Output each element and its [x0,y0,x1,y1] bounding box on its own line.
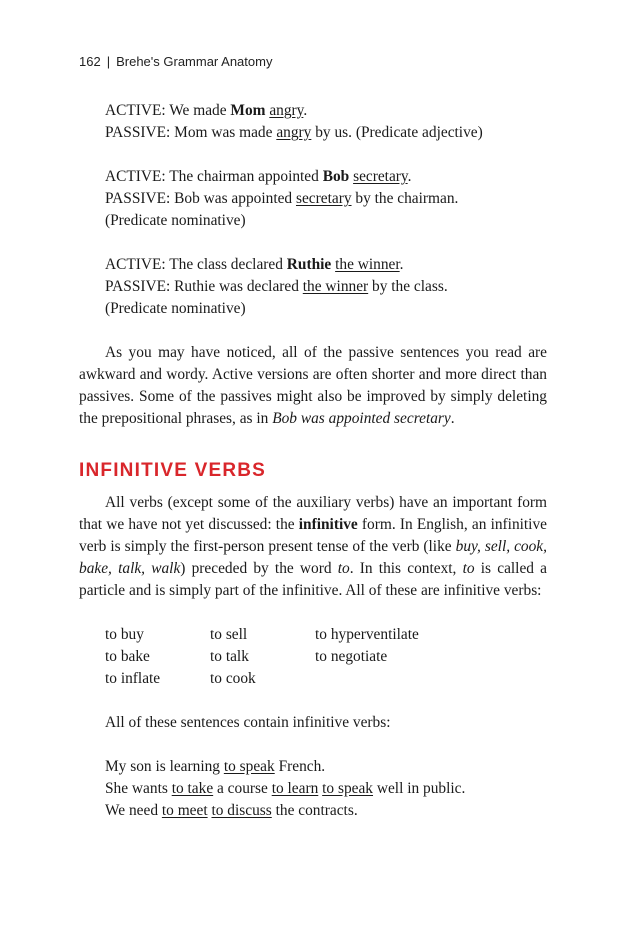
paragraph-infinitive-definition [79,492,547,602]
text: . In this context, [349,560,463,577]
text: ACTIVE: We made [105,102,231,119]
infinitive-item: to negotiate [315,648,388,665]
underlined-infinitive: to speak [322,780,374,797]
infinitive-sentences [105,756,547,822]
bold-word: Ruthie [286,256,332,273]
infinitive-item [315,668,475,690]
passive-sentence [105,188,547,210]
text: ACTIVE: The class declared [105,256,287,273]
running-header [79,54,272,69]
text: . [407,168,412,185]
bold-word: Bob [322,168,350,185]
underlined-word: the winner [335,256,400,273]
text: She wants [105,780,172,797]
text: PASSIVE: Ruthie was declared [105,278,303,295]
active-sentence [105,100,547,122]
bold-term: infinitive [298,516,358,533]
infinitive-list [105,624,547,690]
infinitive-item: to buy [105,626,144,643]
passive-sentence [105,276,547,298]
bold-word: Mom [230,102,266,119]
active-sentence [105,254,547,276]
sentence [105,800,547,822]
example-note: (Predicate nominative) [105,300,246,317]
book-title: Brehe's Grammar Anatomy [116,54,273,69]
underlined-word: angry [276,124,312,141]
infinitive-item: to talk [210,648,249,665]
italic-example: Bob was appointed secretary [272,410,451,427]
underlined-infinitive: to discuss [211,802,272,819]
italic-examples: buy, sell, cook, bake, talk, walk [79,538,547,577]
text: French. [274,758,326,775]
text: We need [105,802,162,819]
underlined-infinitive: to take [171,780,214,797]
text: by the chairman. [351,190,459,207]
text: by us. (Predicate adjective) [311,124,483,141]
example-group-2 [105,166,547,232]
underlined-word: secretary [353,168,408,185]
sentence [105,756,547,778]
text: All verbs (except some of the auxiliary verbs) have an important form that we have not yet discussed: the [79,494,547,533]
header-separator: | [106,54,111,69]
underlined-word: secretary [295,190,352,207]
text: . [450,410,455,427]
example-group-3 [105,254,547,320]
underlined-word: angry [269,102,304,119]
text: . [303,102,308,119]
passive-sentence [105,122,547,144]
italic-word: to [462,560,475,577]
text: My son is learning [105,758,224,775]
sentence [105,778,547,800]
text: by the class. [368,278,448,295]
text: PASSIVE: Bob was appointed [105,190,296,207]
text: As you may have noticed, all of the passive sentences you read are awkward and wordy. Active versions are often shorter and more direct than passives. Some of the passives might also be improved by simply deleting the prepositional phrases, as in [79,344,547,427]
text: is called a particle and is simply part of the infinitive. All of these are infinitive verbs: [79,560,547,599]
text: PASSIVE: Mom was made [105,124,277,141]
sentences-intro: All of these sentences contain infinitive verbs: [105,714,391,731]
infinitive-item: to hyperventilate [315,626,419,643]
text: the contracts. [271,802,358,819]
underlined-infinitive: to speak [223,758,275,775]
underlined-word: the winner [302,278,369,295]
infinitive-item: to cook [210,670,256,687]
example-group-1 [105,100,547,144]
italic-word: to [337,560,350,577]
underlined-infinitive: to meet [161,802,208,819]
page-content [79,100,547,822]
text: form. In English, an infinitive verb is simply the first-person present tense of the verb (like [79,516,547,555]
text: . [399,256,404,273]
infinitive-item: to bake [105,648,150,665]
infinitive-item: to inflate [105,670,161,687]
active-sentence [105,166,547,188]
text: a course [213,780,272,797]
section-heading: INFINITIVE VERBS [79,460,267,481]
page-number: 162 [79,54,101,69]
text: well in public. [373,780,466,797]
paragraph-passive-summary [79,342,547,430]
text: ACTIVE: The chairman appointed [105,168,323,185]
underlined-infinitive: to learn [271,780,319,797]
example-note: (Predicate nominative) [105,212,246,229]
infinitive-item: to sell [210,626,248,643]
text: ) preceded by the word [180,560,338,577]
